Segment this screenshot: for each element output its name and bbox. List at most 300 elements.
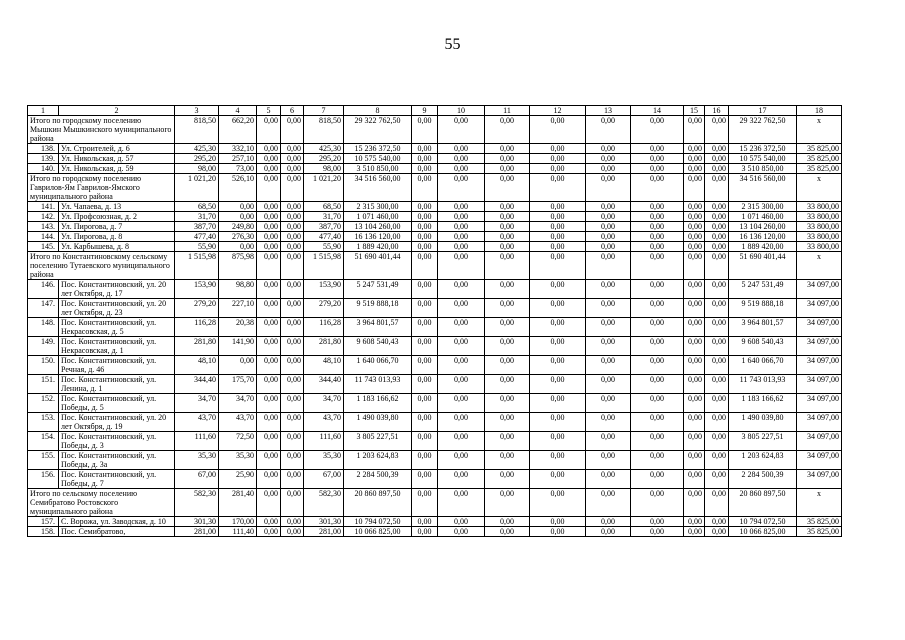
value-cell: 0,00 (631, 252, 684, 280)
value-cell: 0,00 (438, 222, 485, 232)
row-number: 151. (28, 375, 59, 394)
value-cell: 25,90 (219, 470, 257, 489)
value-cell: 332,10 (219, 144, 257, 154)
value-cell: 73,00 (219, 164, 257, 174)
column-header: 13 (586, 106, 631, 116)
value-cell: 0,00 (257, 222, 281, 232)
value-cell: 20,38 (219, 318, 257, 337)
value-cell: 0,00 (438, 470, 485, 489)
value-cell: 0,00 (412, 337, 438, 356)
value-cell: 0,00 (485, 451, 530, 470)
value-cell: 0,00 (257, 451, 281, 470)
value-cell: 51 690 401,44 (729, 252, 797, 280)
address-cell: Пос. Константиновский, ул. Победы, д. 3 (59, 432, 175, 451)
value-cell: 0,00 (705, 337, 729, 356)
value-cell: 0,00 (586, 375, 631, 394)
table-row (28, 144, 842, 154)
value-cell: 51 690 401,44 (344, 252, 412, 280)
value-cell: 0,00 (530, 174, 586, 202)
value-cell: 425,30 (175, 144, 219, 154)
value-cell: 0,00 (438, 432, 485, 451)
value-cell: 0,00 (705, 432, 729, 451)
value-cell: 0,00 (438, 394, 485, 413)
value-cell: 0,00 (485, 222, 530, 232)
value-cell: 0,00 (684, 154, 705, 164)
value-cell: 0,00 (257, 432, 281, 451)
value-cell: 0,00 (705, 212, 729, 222)
address-cell: Пос. Константиновский, ул. Речная, д. 46 (59, 356, 175, 375)
value-cell: 33 800,00 (797, 242, 842, 252)
value-cell: 0,00 (586, 356, 631, 375)
value-cell: 116,28 (175, 318, 219, 337)
value-cell: 35 825,00 (797, 144, 842, 154)
total-label: Итого по городскому поселению Гаврилов-Ям Гаврилов-Ямского муниципального района (28, 174, 175, 202)
value-cell: 281,40 (219, 489, 257, 517)
value-cell: 2 315 300,00 (729, 202, 797, 212)
value-cell: 0,00 (530, 299, 586, 318)
value-cell: 0,00 (281, 116, 304, 144)
value-cell: 10 066 825,00 (729, 527, 797, 537)
value-cell: 0,00 (438, 280, 485, 299)
value-cell: 0,00 (412, 413, 438, 432)
value-cell: 0,00 (257, 299, 281, 318)
value-cell: 0,00 (705, 299, 729, 318)
value-cell: 0,00 (257, 527, 281, 537)
value-cell: 20 860 897,50 (729, 489, 797, 517)
value-cell: х (797, 116, 842, 144)
table-row (28, 375, 842, 394)
value-cell: 0,00 (684, 527, 705, 537)
value-cell: 0,00 (684, 432, 705, 451)
value-cell: 13 104 260,00 (344, 222, 412, 232)
value-cell: 0,00 (684, 242, 705, 252)
value-cell: 9 608 540,43 (729, 337, 797, 356)
value-cell: 0,00 (485, 154, 530, 164)
value-cell: 35 825,00 (797, 154, 842, 164)
value-cell: 0,00 (530, 280, 586, 299)
value-cell: 0,00 (438, 489, 485, 517)
value-cell: 33 800,00 (797, 202, 842, 212)
value-cell: 0,00 (219, 202, 257, 212)
value-cell: 0,00 (412, 222, 438, 232)
value-cell: 0,00 (412, 144, 438, 154)
value-cell: 0,00 (257, 470, 281, 489)
value-cell: 0,00 (485, 212, 530, 222)
value-cell: 0,00 (485, 252, 530, 280)
value-cell: 0,00 (412, 318, 438, 337)
value-cell: 0,00 (705, 116, 729, 144)
address-cell: Ул. Профсоюзная, д. 2 (59, 212, 175, 222)
value-cell: 0,00 (438, 337, 485, 356)
value-cell: 111,60 (304, 432, 344, 451)
value-cell: 33 800,00 (797, 212, 842, 222)
value-cell: 0,00 (684, 394, 705, 413)
value-cell: 0,00 (438, 413, 485, 432)
value-cell: 279,20 (175, 299, 219, 318)
row-number: 139. (28, 154, 59, 164)
value-cell: 0,00 (438, 174, 485, 202)
value-cell: 0,00 (631, 413, 684, 432)
value-cell: 582,30 (175, 489, 219, 517)
value-cell: 1 183 166,62 (729, 394, 797, 413)
table-row (28, 212, 842, 222)
value-cell: 0,00 (586, 222, 631, 232)
column-header: 2 (59, 106, 175, 116)
value-cell: 0,00 (485, 202, 530, 212)
value-cell: 34 097,00 (797, 413, 842, 432)
value-cell: 0,00 (586, 451, 631, 470)
value-cell: 20 860 897,50 (344, 489, 412, 517)
row-number: 148. (28, 318, 59, 337)
value-cell: 257,10 (219, 154, 257, 164)
column-header: 14 (631, 106, 684, 116)
value-cell: 344,40 (175, 375, 219, 394)
address-cell: Ул. Строителей, д. 6 (59, 144, 175, 154)
value-cell: 116,28 (304, 318, 344, 337)
value-cell: 0,00 (412, 232, 438, 242)
address-cell: Ул. Пирогова, д. 7 (59, 222, 175, 232)
value-cell: 295,20 (175, 154, 219, 164)
value-cell: 16 136 120,00 (729, 232, 797, 242)
value-cell: 0,00 (530, 470, 586, 489)
value-cell: 0,00 (281, 517, 304, 527)
row-number: 149. (28, 337, 59, 356)
value-cell: 1 183 166,62 (344, 394, 412, 413)
value-cell: 0,00 (438, 144, 485, 154)
value-cell: 0,00 (684, 451, 705, 470)
value-cell: 0,00 (586, 299, 631, 318)
value-cell: 0,00 (281, 202, 304, 212)
value-cell: 0,00 (530, 394, 586, 413)
value-cell: 0,00 (684, 222, 705, 232)
table-row (28, 299, 842, 318)
value-cell: 0,00 (485, 144, 530, 154)
value-cell: 0,00 (631, 432, 684, 451)
value-cell: 0,00 (631, 318, 684, 337)
value-cell: 35 825,00 (797, 527, 842, 537)
address-cell: Ул. Пирогова, д. 8 (59, 232, 175, 242)
value-cell: 387,70 (175, 222, 219, 232)
value-cell: 0,00 (412, 356, 438, 375)
value-cell: 0,00 (412, 432, 438, 451)
column-header: 1 (28, 106, 59, 116)
value-cell: 0,00 (412, 154, 438, 164)
value-cell: 3 964 801,57 (344, 318, 412, 337)
value-cell: 0,00 (586, 232, 631, 242)
value-cell: 0,00 (281, 154, 304, 164)
value-cell: 0,00 (281, 299, 304, 318)
value-cell: 170,00 (219, 517, 257, 527)
value-cell: 0,00 (586, 144, 631, 154)
table-header-row (28, 106, 842, 116)
total-row (28, 252, 842, 280)
value-cell: 3 510 850,00 (729, 164, 797, 174)
value-cell: 0,00 (412, 517, 438, 527)
value-cell: 0,00 (684, 517, 705, 527)
value-cell: 0,00 (530, 164, 586, 174)
value-cell: 0,00 (631, 232, 684, 242)
table-row (28, 337, 842, 356)
value-cell: 425,30 (304, 144, 344, 154)
total-row (28, 489, 842, 517)
address-cell: Пос. Константиновский, ул. Ленина, д. 1 (59, 375, 175, 394)
value-cell: 0,00 (530, 517, 586, 527)
value-cell: 0,00 (631, 116, 684, 144)
value-cell: 0,00 (586, 527, 631, 537)
value-cell: 0,00 (705, 280, 729, 299)
table-row (28, 527, 842, 537)
value-cell: 0,00 (586, 252, 631, 280)
value-cell: 153,90 (175, 280, 219, 299)
value-cell: 0,00 (257, 202, 281, 212)
value-cell: 33 800,00 (797, 232, 842, 242)
value-cell: 0,00 (412, 242, 438, 252)
value-cell: 0,00 (412, 299, 438, 318)
value-cell: 0,00 (530, 252, 586, 280)
value-cell: 0,00 (530, 527, 586, 537)
value-cell: 34 097,00 (797, 280, 842, 299)
value-cell: 0,00 (684, 356, 705, 375)
value-cell: 43,70 (219, 413, 257, 432)
value-cell: 1 071 460,00 (344, 212, 412, 222)
value-cell: 31,70 (304, 212, 344, 222)
value-cell: 0,00 (684, 144, 705, 154)
value-cell: 3 805 227,51 (344, 432, 412, 451)
value-cell: 0,00 (684, 174, 705, 202)
value-cell: 0,00 (281, 413, 304, 432)
value-cell: 10 794 072,50 (344, 517, 412, 527)
value-cell: 526,10 (219, 174, 257, 202)
value-cell: 281,80 (304, 337, 344, 356)
value-cell: 15 236 372,50 (344, 144, 412, 154)
value-cell: 11 743 013,93 (729, 375, 797, 394)
value-cell: 0,00 (257, 174, 281, 202)
value-cell: 0,00 (412, 252, 438, 280)
column-header: 10 (438, 106, 485, 116)
value-cell: 0,00 (586, 394, 631, 413)
value-cell: 281,80 (175, 337, 219, 356)
address-cell: С. Ворожа, ул. Заводская, д. 10 (59, 517, 175, 527)
value-cell: 34 097,00 (797, 299, 842, 318)
value-cell: 0,00 (586, 432, 631, 451)
value-cell: 10 794 072,50 (729, 517, 797, 527)
column-header: 4 (219, 106, 257, 116)
row-number: 155. (28, 451, 59, 470)
value-cell: 0,00 (257, 144, 281, 154)
value-cell: 0,00 (412, 174, 438, 202)
value-cell: 0,00 (631, 489, 684, 517)
total-label: Итого по Константиновскому сельскому поселению Тутаевского муниципального района (28, 252, 175, 280)
value-cell: 0,00 (631, 212, 684, 222)
address-cell: Пос. Константиновский, ул. Победы, д. 3а (59, 451, 175, 470)
row-number: 150. (28, 356, 59, 375)
value-cell: 55,90 (304, 242, 344, 252)
value-cell: 1 021,20 (304, 174, 344, 202)
value-cell: 582,30 (304, 489, 344, 517)
value-cell: 29 322 762,50 (344, 116, 412, 144)
value-cell: 0,00 (485, 356, 530, 375)
value-cell: 0,00 (281, 432, 304, 451)
value-cell: 0,00 (684, 212, 705, 222)
column-header: 12 (530, 106, 586, 116)
value-cell: 35 825,00 (797, 517, 842, 527)
value-cell: 0,00 (412, 375, 438, 394)
value-cell: 0,00 (257, 252, 281, 280)
row-number: 143. (28, 222, 59, 232)
total-label: Итого по сельскому поселению Семибратово Ростовского муниципального района (28, 489, 175, 517)
column-header: 7 (304, 106, 344, 116)
table-row (28, 164, 842, 174)
housing-data-table (27, 105, 842, 537)
value-cell: 0,00 (438, 212, 485, 222)
value-cell: 0,00 (530, 413, 586, 432)
table-row (28, 232, 842, 242)
value-cell: 0,00 (485, 318, 530, 337)
value-cell: 0,00 (257, 318, 281, 337)
value-cell: 301,30 (175, 517, 219, 527)
value-cell: 5 247 531,49 (344, 280, 412, 299)
value-cell: 1 021,20 (175, 174, 219, 202)
value-cell: 3 805 227,51 (729, 432, 797, 451)
table-row (28, 413, 842, 432)
value-cell: 0,00 (438, 154, 485, 164)
value-cell: 0,00 (631, 164, 684, 174)
table-row (28, 280, 842, 299)
value-cell: 0,00 (631, 517, 684, 527)
value-cell: 0,00 (530, 232, 586, 242)
value-cell: 43,70 (304, 413, 344, 432)
value-cell: 0,00 (485, 470, 530, 489)
row-number: 156. (28, 470, 59, 489)
address-cell: Пос. Константиновский, ул. 20 лет Октября, д. 17 (59, 280, 175, 299)
value-cell: 0,00 (257, 164, 281, 174)
value-cell: 175,70 (219, 375, 257, 394)
value-cell: 0,00 (705, 527, 729, 537)
value-cell: 1 071 460,00 (729, 212, 797, 222)
value-cell: 0,00 (586, 242, 631, 252)
value-cell: 0,00 (530, 356, 586, 375)
address-cell: Пос. Константиновский, ул. Победы, д. 7 (59, 470, 175, 489)
value-cell: 0,00 (586, 164, 631, 174)
row-number: 157. (28, 517, 59, 527)
row-number: 141. (28, 202, 59, 212)
value-cell: 9 519 888,18 (344, 299, 412, 318)
table-row (28, 318, 842, 337)
value-cell: 0,00 (705, 174, 729, 202)
value-cell: 35 825,00 (797, 164, 842, 174)
value-cell: 0,00 (281, 318, 304, 337)
value-cell: 0,00 (705, 413, 729, 432)
table-row (28, 451, 842, 470)
value-cell: 0,00 (257, 232, 281, 242)
value-cell: 0,00 (438, 356, 485, 375)
value-cell: 0,00 (631, 202, 684, 212)
value-cell: 31,70 (175, 212, 219, 222)
value-cell: 0,00 (438, 252, 485, 280)
value-cell: 0,00 (485, 517, 530, 527)
value-cell: 34,70 (175, 394, 219, 413)
value-cell: 0,00 (412, 394, 438, 413)
value-cell: 0,00 (631, 451, 684, 470)
value-cell: 818,50 (175, 116, 219, 144)
value-cell: 0,00 (684, 252, 705, 280)
value-cell: 0,00 (281, 164, 304, 174)
row-number: 153. (28, 413, 59, 432)
value-cell: 34,70 (304, 394, 344, 413)
value-cell: 0,00 (485, 394, 530, 413)
value-cell: 0,00 (705, 394, 729, 413)
value-cell: 16 136 120,00 (344, 232, 412, 242)
value-cell: 0,00 (705, 375, 729, 394)
value-cell: 0,00 (485, 116, 530, 144)
value-cell: 0,00 (684, 202, 705, 212)
value-cell: 0,00 (684, 116, 705, 144)
value-cell: х (797, 174, 842, 202)
value-cell: 9 519 888,18 (729, 299, 797, 318)
value-cell: 0,00 (438, 242, 485, 252)
value-cell: 0,00 (705, 517, 729, 527)
value-cell: 48,10 (304, 356, 344, 375)
value-cell: 0,00 (530, 222, 586, 232)
address-cell: Пос. Семибратово, (59, 527, 175, 537)
value-cell: 34 097,00 (797, 394, 842, 413)
value-cell: 0,00 (530, 212, 586, 222)
value-cell: 295,20 (304, 154, 344, 164)
value-cell: 0,00 (485, 280, 530, 299)
value-cell: 0,00 (412, 116, 438, 144)
value-cell: 0,00 (684, 337, 705, 356)
value-cell: 0,00 (631, 299, 684, 318)
value-cell: 0,00 (684, 375, 705, 394)
value-cell: 0,00 (485, 375, 530, 394)
value-cell: 141,90 (219, 337, 257, 356)
column-header: 6 (281, 106, 304, 116)
value-cell: 29 322 762,50 (729, 116, 797, 144)
value-cell: 0,00 (530, 144, 586, 154)
total-label: Итого по городскому поселению Мышкин Мышкинского муниципального района (28, 116, 175, 144)
value-cell: 0,00 (281, 356, 304, 375)
value-cell: 34 516 560,00 (729, 174, 797, 202)
value-cell: 1 889 420,00 (729, 242, 797, 252)
value-cell: 15 236 372,50 (729, 144, 797, 154)
value-cell: 1 515,98 (304, 252, 344, 280)
value-cell: 0,00 (257, 280, 281, 299)
column-header: 17 (729, 106, 797, 116)
value-cell: 0,00 (705, 451, 729, 470)
value-cell: 0,00 (530, 375, 586, 394)
value-cell: 0,00 (257, 375, 281, 394)
address-cell: Ул. Никольская, д. 57 (59, 154, 175, 164)
value-cell: 281,00 (304, 527, 344, 537)
value-cell: 0,00 (530, 432, 586, 451)
value-cell: 34 097,00 (797, 470, 842, 489)
value-cell: 0,00 (281, 451, 304, 470)
value-cell: 67,00 (304, 470, 344, 489)
value-cell: 0,00 (438, 164, 485, 174)
value-cell: 1 490 039,80 (729, 413, 797, 432)
value-cell: 0,00 (485, 242, 530, 252)
value-cell: 0,00 (281, 394, 304, 413)
value-cell: 249,80 (219, 222, 257, 232)
value-cell: 68,50 (175, 202, 219, 212)
value-cell: 0,00 (631, 356, 684, 375)
value-cell: 0,00 (438, 116, 485, 144)
value-cell: 0,00 (257, 337, 281, 356)
value-cell: 0,00 (219, 356, 257, 375)
value-cell: 34 097,00 (797, 318, 842, 337)
value-cell: 0,00 (257, 116, 281, 144)
table-row (28, 470, 842, 489)
